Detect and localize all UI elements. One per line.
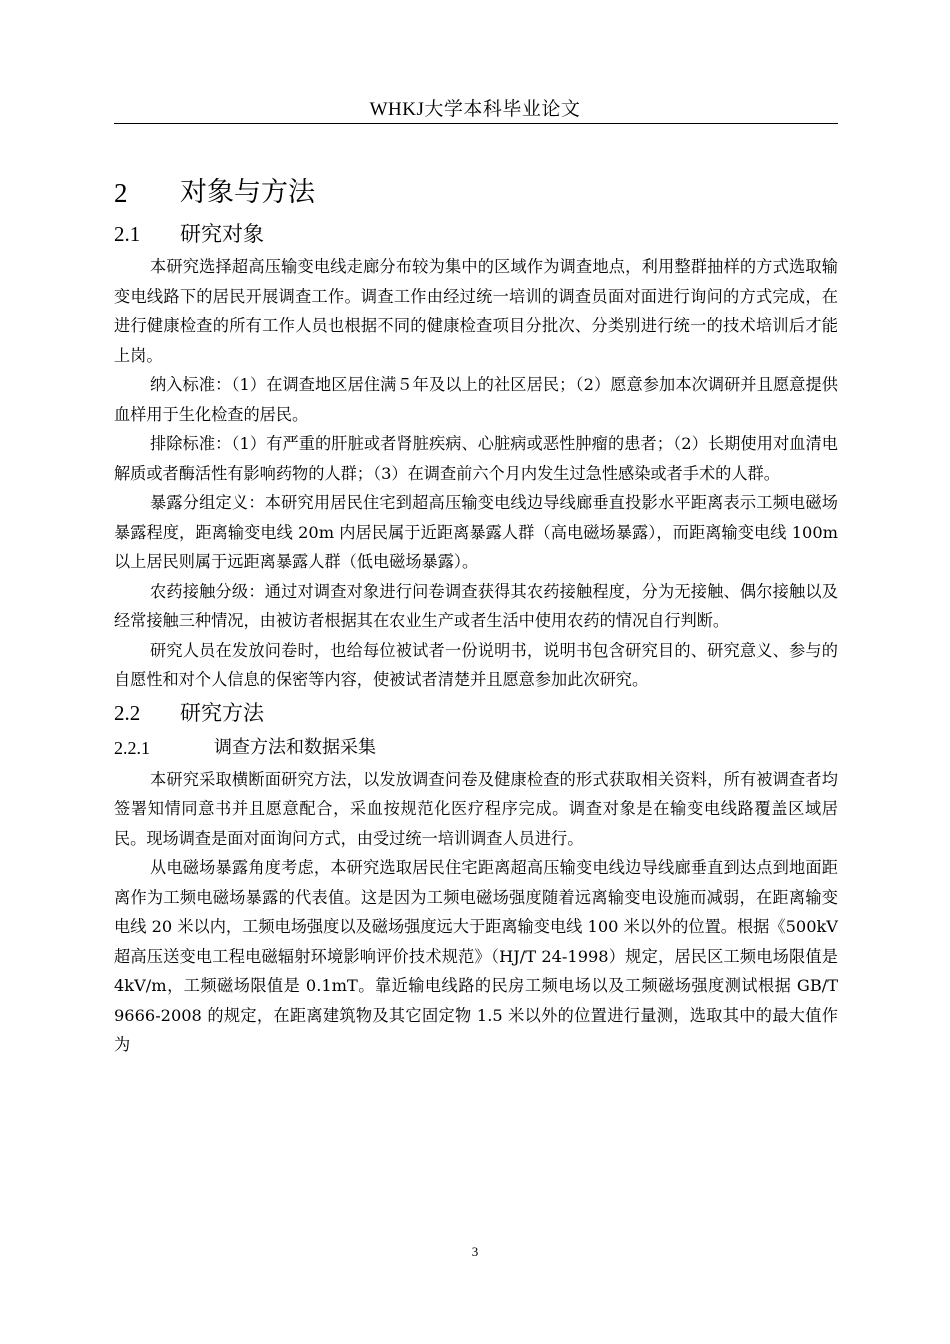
- subsection-title: 研究方法: [180, 700, 264, 725]
- paragraph: 暴露分组定义：本研究用居民住宅到超高压输变电线边导线廊垂直投影水平距离表示工频电磁场暴露程度，距离输变电线 20m 内居民属于近距离暴露人群（高电磁场暴露），而距离输变电线 100m 以上居民则属于远距离暴露人群（低电磁场暴露）。: [114, 493, 838, 571]
- subsection-heading-2-2: [114, 695, 838, 731]
- subsubsection-title: 调查方法和数据采集: [214, 736, 376, 758]
- paragraph: 纳入标准：（1）在调查地区居住满５年及以上的社区居民；（2）愿意参加本次调研并且愿意提供血样用于生化检查的居民。: [114, 375, 838, 424]
- paragraph: 农药接触分级：通过对调查对象进行问卷调查获得其农药接触程度，分为无接触、偶尔接触以及经常接触三种情况，由被访者根据其在农业生产或者生活中使用农药的情况自行判断。: [114, 581, 838, 630]
- paragraph: 本研究选择超高压输变电线走廊分布较为集中的区域作为调查地点，利用整群抽样的方式选取输变电线路下的居民开展调查工作。调查工作由经过统一培训的调查员面对面进行询问的方式完成，在进行健康检查的所有工作人员也根据不同的健康检查项目分批次、分类别进行统一的技术培训后才能上岗。: [114, 257, 838, 365]
- subsection-number: 2.2: [114, 700, 141, 725]
- subsection-title: 研究对象: [180, 222, 264, 246]
- section-number: 2: [114, 178, 128, 208]
- page-header: WHKJ大学本科毕业论文: [369, 99, 581, 120]
- subsubsection-heading-2-2-1: [114, 731, 838, 765]
- page-number: 3: [471, 1244, 479, 1259]
- subsubsection-number: 2.2.1: [114, 737, 150, 758]
- section-heading: [114, 170, 838, 216]
- page-content: [114, 170, 838, 1060]
- subsection-number: 2.1: [114, 222, 141, 246]
- header-rule: [114, 123, 838, 124]
- paragraph: 排除标准：（1）有严重的肝脏或者肾脏疾病、心脏病或恶性肿瘤的患者；（2）长期使用对血清电解质或者酶活性有影响药物的人群；（3）在调查前六个月内发生过急性感染或者手术的人群。: [114, 434, 838, 483]
- section-title: 对象与方法: [180, 177, 315, 208]
- paragraph: 研究人员在发放问卷时，也给每位被试者一份说明书，说明书包含研究目的、研究意义、参与的自愿性和对个人信息的保密等内容，使被试者清楚并且愿意参加此次研究。: [114, 640, 838, 689]
- paragraph: 本研究采取横断面研究方法，以发放调查问卷及健康检查的形式获取相关资料，所有被调查者均签署知情同意书并且愿意配合，采血按规范化医疗程序完成。调查对象是在输变电线路覆盖区域居民。现场调查是面对面询问方式，由受过统一培训调查人员进行。: [114, 769, 838, 848]
- subsection-heading-2-1: [114, 216, 838, 252]
- paragraph: 从电磁场暴露角度考虑，本研究选取居民住宅距离超高压输变电线边导线廊垂直到达点到地面距离作为工频电磁场暴露的代表值。这是因为工频电磁场强度随着远离输变电设施而减弱，在距离输变电线 20 米以内，工频电场强度以及磁场强度远大于距离输变电线 100 米以外的位置。根据《500kV 超高压送变电工程电磁辐射环境影响评价技术规范》（HJ/T 24-1998）规定，居民区工频电场限值是 4kV/m，工频磁场限值是 0.1mT。靠近输电线路的民房工频电场以及工频磁场强度测试根据 GB/T 9666-2008 的规定，在距离建筑物及其它固定物 1.5 米以外的位置进行量测，选取其中的最大值作为: [114, 858, 838, 1054]
